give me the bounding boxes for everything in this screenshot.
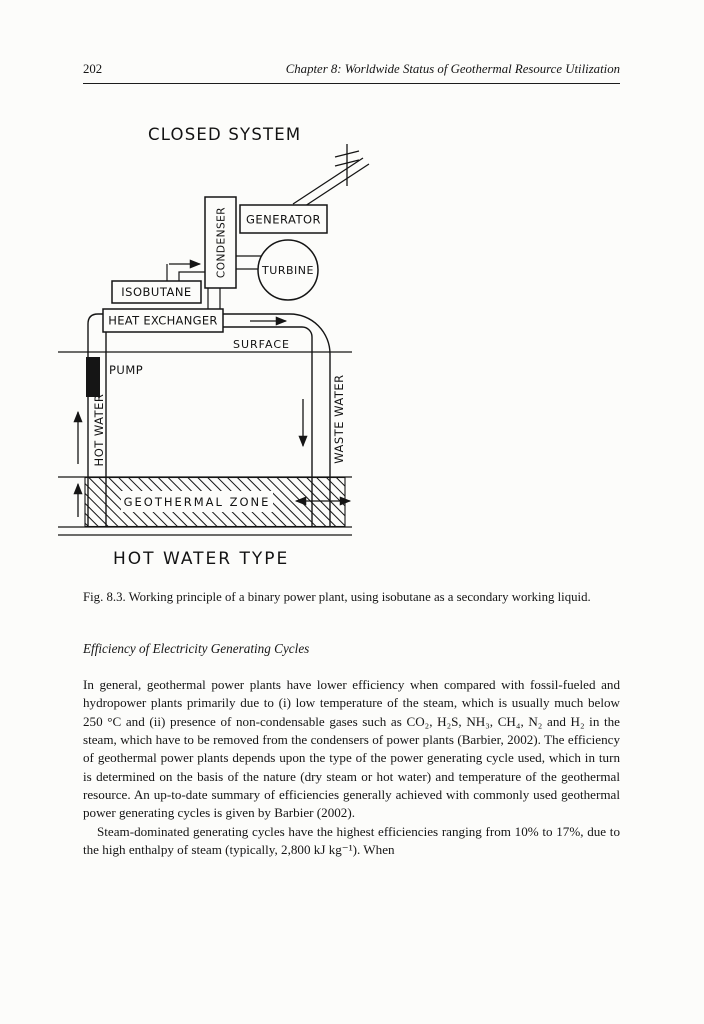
surface-label: SURFACE xyxy=(233,338,290,351)
body-text xyxy=(83,676,620,859)
isobutane-label: ISOBUTANE xyxy=(121,285,192,299)
condenser xyxy=(205,197,236,288)
section-heading: Efficiency of Electricity Generating Cycles xyxy=(83,641,310,656)
figure-8-3 xyxy=(55,112,415,587)
pump xyxy=(86,357,143,397)
turbine xyxy=(258,240,318,300)
paragraph: In general, geothermal power plants have lower efficiency when compared with fossil-fueled and hydropower plants primarily due to (i) low temperature of the steam, which is usually much below 250 °C and (ii) presence of non-condensable gases such as CO₂, H₂S, NH₃, CH₄, N₂ and H₂ in the steam, which have to be removed from the condensers of power plants (Barbier, 2002). The efficiency of geothermal power plants depends upon the type of the power generating cycle used, which in turn is determined on the basis of the nature (dry steam or hot water) and temperature of the geothermal resource. An up-to-date summary of efficiencies generally achieved with commonly used geothermal power generating cycles is given by Barbier (2002). xyxy=(83,677,620,821)
geothermal-zone xyxy=(58,477,352,535)
condenser-label: CONDENSER xyxy=(215,206,228,279)
generator xyxy=(240,205,327,233)
heat-exchanger-label: HEAT EXCHANGER xyxy=(108,313,218,328)
diagram-title: CLOSED SYSTEM xyxy=(148,125,302,144)
diagram-subtitle: HOT WATER TYPE xyxy=(113,549,290,569)
waste-water-label: WASTE WATER xyxy=(332,374,346,464)
geothermal-zone-label: GEOTHERMAL ZONE xyxy=(123,495,271,509)
isobutane-tank xyxy=(112,281,201,303)
generator-label: GENERATOR xyxy=(245,212,322,227)
page-number: 202 xyxy=(83,62,103,76)
heat-exchanger xyxy=(103,309,223,332)
turbine-label: TURBINE xyxy=(262,264,314,277)
paragraph: Steam-dominated generating cycles have the highest efficiencies ranging from 10% to 17%, due to the high enthalpy of steam (typically, 2,800 kJ kg⁻¹). When xyxy=(83,823,620,857)
binary-plant-diagram xyxy=(55,112,415,582)
figure-caption: Fig. 8.3. Working principle of a binary power plant, using isobutane as a secondary working liquid. xyxy=(83,590,591,604)
pump-label: PUMP xyxy=(109,363,144,377)
power-pylon-icon xyxy=(293,144,369,208)
hot-water-label: HOT WATER xyxy=(92,393,106,467)
pump-icon xyxy=(86,357,100,397)
running-head: Chapter 8: Worldwide Status of Geothermal Resource Utilization xyxy=(285,62,620,76)
page-header xyxy=(83,62,620,84)
